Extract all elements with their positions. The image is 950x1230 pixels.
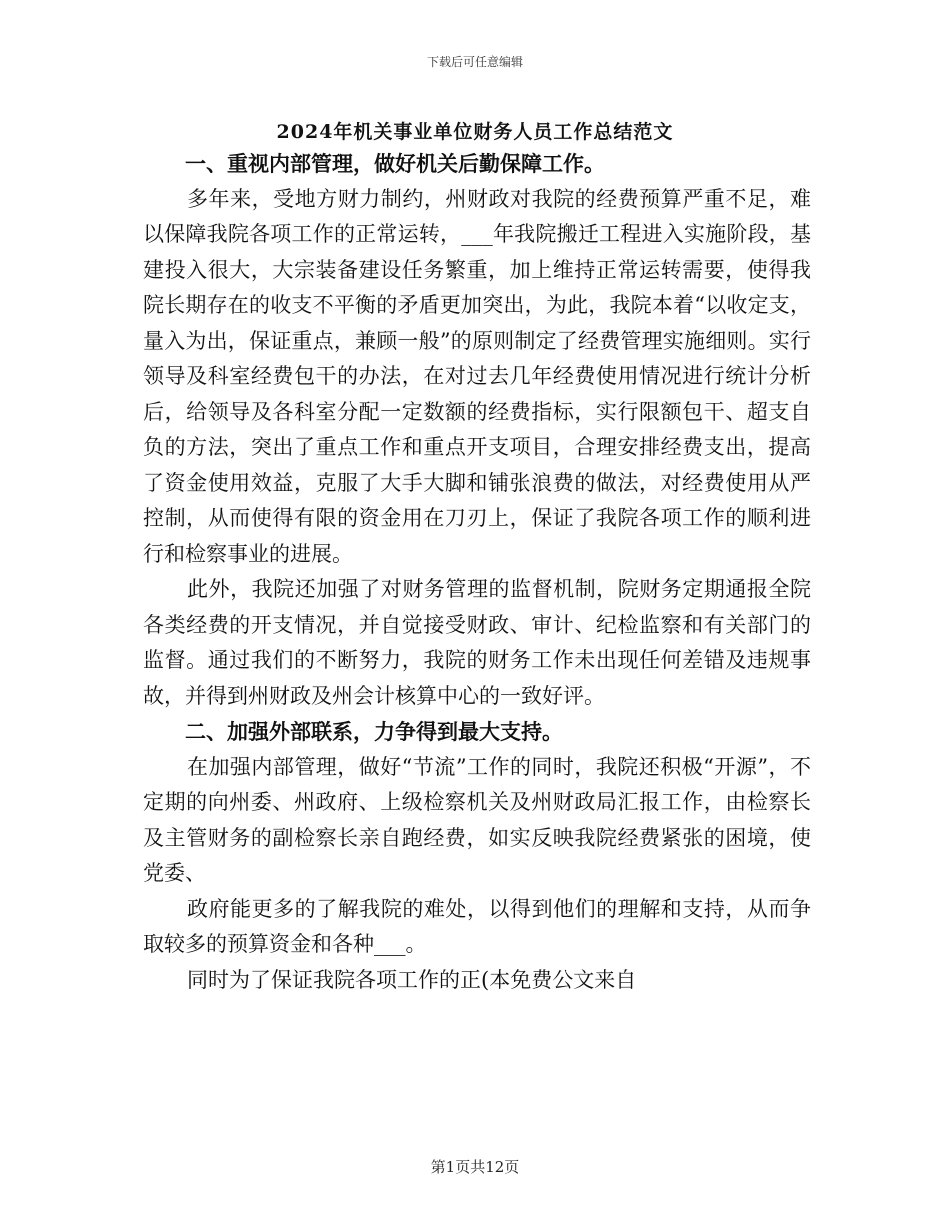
header-note: 下载后可任意编辑 <box>426 55 523 69</box>
section-2-paragraph-3: 同时为了保证我院各项工作的正(本免费公文来自 <box>187 967 637 992</box>
section-1-paragraph-2: 此外，我院还加强了对财务管理的监督机制，院财务定期通报全院各类经费的开支情况，并自觉接受财政、审计、纪检监察和有关部门的监督。通过我们的不断努力，我院的财务工作未出现任何差错及违规事故，并得到州财政及州会计核算中心的一致好评。 <box>143 577 811 708</box>
document-title: 2024年机关事业单位财务人员工作总结范文 <box>276 121 674 143</box>
document-body <box>143 146 811 998</box>
section-2-heading: 二、加强外部联系，力争得到最大支持。 <box>185 719 563 744</box>
section-1-paragraph-1: 多年来，受地方财力制约，州财政对我院的经费预算严重不足，难以保障我院各项工作的正常运转，___年我院搬迁工程进入实施阶段，基建投入很大，大宗装备建设任务繁重，加上维持正常运转需要，使得我院长期存在的收支不平衡的矛盾更加突出，为此，我院本着“以收定支，量入为出，保证重点，兼顾一般”的原则制定了经费管理实施细则。实行领导及科室经费包干的办法，在对过去几年经费使用情况进行统计分析后，给领导及各科室分配一定数额的经费指标，实行限额包干、超支自负的方法，突出了重点工作和重点开支项目，合理安排经费支出，提高了资金使用效益，克服了大手大脚和铺张浪费的做法，对经费使用从严控制，从而使得有限的资金用在刀刃上，保证了我院各项工作的顺利进行和检察事业的进展。 <box>143 186 811 566</box>
section-2-paragraph-2: 政府能更多的了解我院的难处，以得到他们的理解和支持，从而争取较多的预算资金和各种___。 <box>143 896 811 956</box>
section-1-heading: 一、重视内部管理，做好机关后勤保障工作。 <box>185 151 605 176</box>
page-number-footer: 第1页共12页 <box>430 1158 520 1176</box>
section-2-paragraph-1: 在加强内部管理，做好“节流”工作的同时，我院还积极“开源”，不定期的向州委、州政府、上级检察机关及州财政局汇报工作，由检察长及主管财务的副检察长亲自跑经费，如实反映我院经费紧张的困境，使党委、 <box>143 754 811 885</box>
